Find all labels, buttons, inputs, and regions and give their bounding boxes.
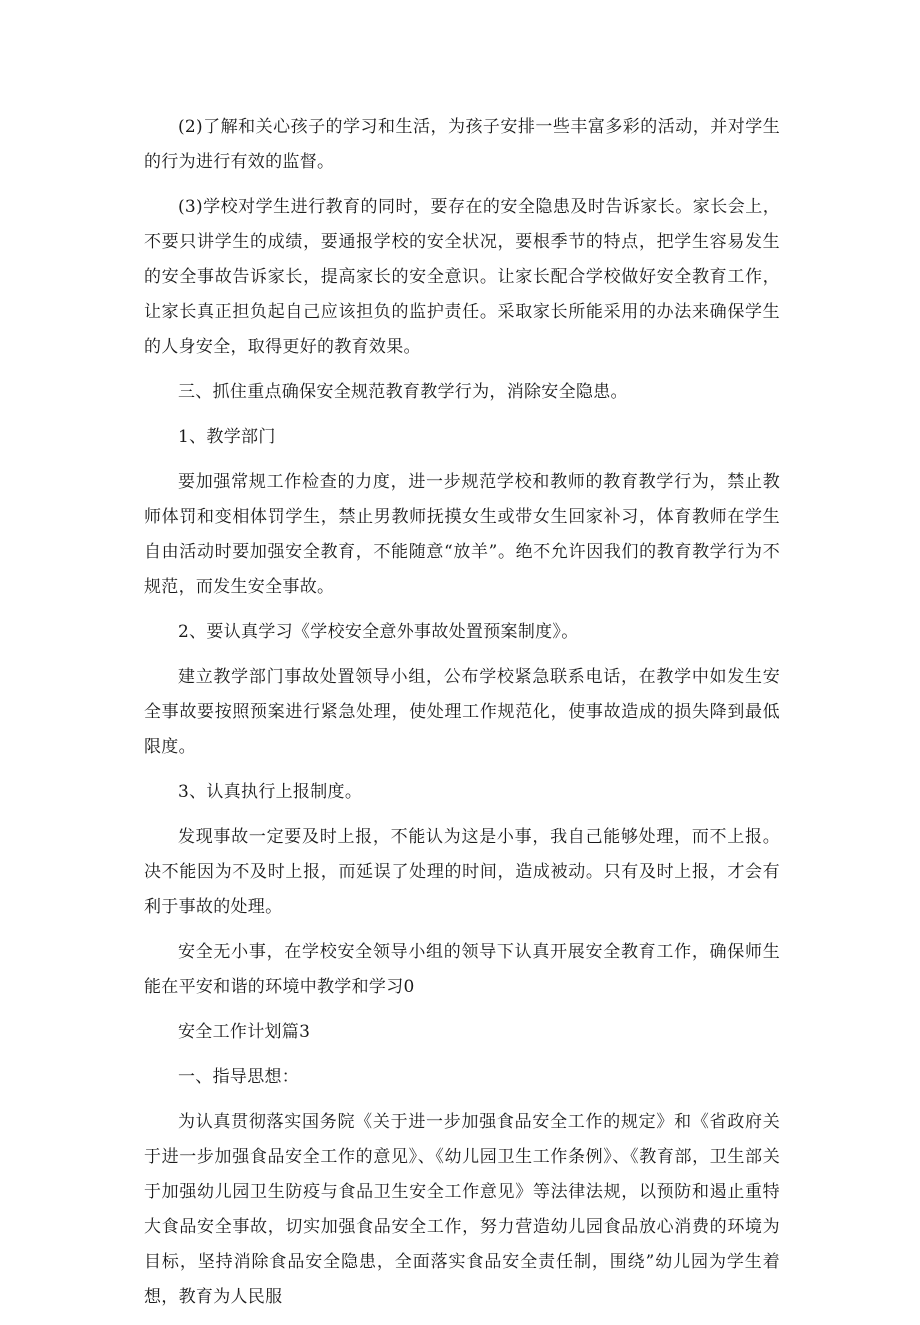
section-heading-guiding-ideology: 一、指导思想：: [178, 1067, 300, 1087]
document-page: [144, 110, 780, 1325]
paragraph-guiding-ideology: 为认真贯彻落实国务院《关于进一步加强食品安全工作的规定》和《省政府关于进一步加强食品安全工作的意见》、《幼儿园卫生工作条例》、《教育部，卫生部关于加强幼儿园卫生防疫与食品卫生安全工作意见》等法律法规，以预防和遏止重特大食品安全事故，切实加强食品安全工作，努力营造幼儿园食品放心消费的环境为目标，坚持消除食品安全隐患，全面落实食品安全责任制，围绕”幼儿园为学生着想，教育为人民服: [144, 1112, 780, 1307]
subheading-reporting: 3、认真执行上报制度。: [178, 782, 363, 802]
paragraph-item-3-inform-parents: (3)学校对学生进行教育的同时，要存在的安全隐患及时告诉家长。家长会上，不要只讲学生的成绩，要通报学校的安全状况，要根季节的特点，把学生容易发生的安全事故告诉家长，提高家长的安全意识。让家长配合学校做好安全教育工作，让家长真正担负起自己应该担负的监护责任。采取家长所能采用的办法来确保学生的人身安全，取得更好的教育效果。: [144, 197, 780, 357]
paragraph-emergency-team: 建立教学部门事故处置领导小组，公布学校紧急联系电话，在教学中如发生安全事故要按照预案进行紧急处理，使处理工作规范化，使事故造成的损失降到最低限度。: [144, 667, 780, 757]
paragraph-teaching-conduct: 要加强常规工作检查的力度，进一步规范学校和教师的教育教学行为，禁止教师体罚和变相体罚学生，禁止男教师抚摸女生或带女生回家补习，体育教师在学生自由活动时要加强安全教育，不能随意“放羊”。绝不允许因我们的教育教学行为不规范，而发生安全事故。: [144, 472, 780, 597]
subheading-teaching-dept: 1、教学部门: [178, 427, 276, 447]
plan-title-3: 安全工作计划篇3: [178, 1022, 311, 1042]
paragraph-reporting: 发现事故一定要及时上报，不能认为这是小事，我自己能够处理，而不上报。决不能因为不及时上报，而延误了处理的时间，造成被动。只有及时上报，才会有利于事故的处理。: [144, 827, 780, 917]
paragraph-item-2-supervision: (2)了解和关心孩子的学习和生活，为孩子安排一些丰富多彩的活动，并对学生的行为进行有效的监督。: [144, 117, 780, 172]
paragraph-conclusion: 安全无小事，在学校安全领导小组的领导下认真开展安全教育工作，确保师生能在平安和谐的环境中教学和学习0: [144, 942, 780, 997]
section-heading-3: 三、抓住重点确保安全规范教育教学行为，消除安全隐患。: [178, 382, 628, 402]
subheading-study-plan: 2、要认真学习《学校安全意外事故处置预案制度》。: [178, 622, 579, 642]
